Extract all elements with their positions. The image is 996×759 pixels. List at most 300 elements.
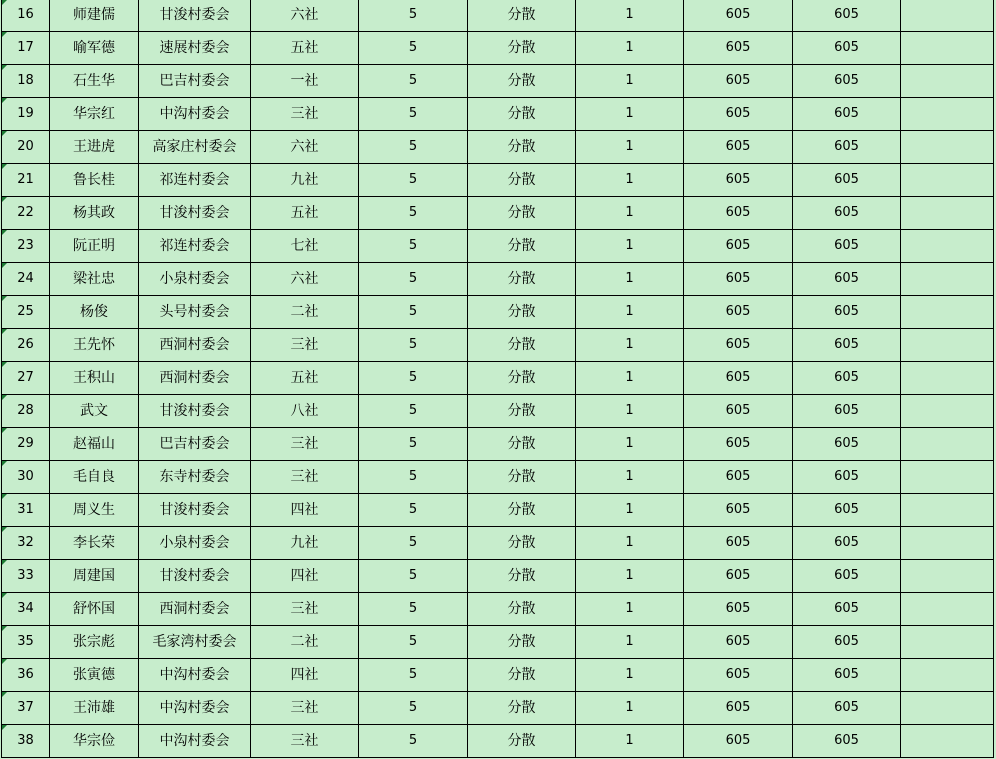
serial-number-text: 22 <box>17 204 34 220</box>
cell-column-5[interactable]: 5 <box>359 97 468 130</box>
serial-number-text: 20 <box>17 138 34 154</box>
cell-name[interactable]: 舒怀国 <box>50 592 139 625</box>
cell-column-7[interactable]: 1 <box>576 64 684 97</box>
serial-number-text: 25 <box>17 303 34 319</box>
cell-empty[interactable] <box>901 31 994 64</box>
error-indicator-icon <box>2 230 7 235</box>
error-indicator-icon <box>2 197 7 202</box>
cell-empty[interactable] <box>901 97 994 130</box>
cell-column-8[interactable]: 605 <box>684 460 793 493</box>
cell-column-7[interactable]: 1 <box>576 0 684 31</box>
data-table <box>1 0 994 758</box>
cell-empty[interactable] <box>901 64 994 97</box>
cell-column-9[interactable]: 605 <box>793 460 901 493</box>
cell-column-5[interactable]: 5 <box>359 31 468 64</box>
cell-empty[interactable] <box>901 460 994 493</box>
cell-column-7[interactable]: 1 <box>576 658 684 691</box>
cell-column-9[interactable]: 605 <box>793 97 901 130</box>
cell-column-8[interactable]: 605 <box>684 691 793 724</box>
table-row <box>2 493 994 526</box>
cell-column-9[interactable]: 605 <box>793 295 901 328</box>
cell-column-9[interactable]: 605 <box>793 262 901 295</box>
cell-group[interactable]: 三社 <box>251 97 359 130</box>
cell-type[interactable]: 分散 <box>468 592 576 625</box>
error-indicator-icon <box>2 362 7 367</box>
cell-column-7[interactable]: 1 <box>576 229 684 262</box>
cell-type[interactable]: 分散 <box>468 559 576 592</box>
cell-column-7[interactable]: 1 <box>576 625 684 658</box>
serial-number-text: 38 <box>17 732 34 748</box>
serial-number-text: 23 <box>17 237 34 253</box>
serial-number-text: 26 <box>17 336 34 352</box>
cell-name[interactable]: 王沛雄 <box>50 691 139 724</box>
error-indicator-icon <box>2 527 7 532</box>
cell-village[interactable]: 巴吉村委会 <box>139 64 251 97</box>
cell-empty[interactable] <box>901 394 994 427</box>
error-indicator-icon <box>2 164 7 169</box>
cell-village[interactable]: 头号村委会 <box>139 295 251 328</box>
cell-village[interactable]: 甘浚村委会 <box>139 196 251 229</box>
cell-type[interactable]: 分散 <box>468 427 576 460</box>
cell-name[interactable]: 周建国 <box>50 559 139 592</box>
table-row <box>2 328 994 361</box>
cell-serial-number[interactable] <box>2 724 50 757</box>
table-row <box>2 691 994 724</box>
cell-group[interactable]: 三社 <box>251 427 359 460</box>
table-row <box>2 559 994 592</box>
cell-type[interactable]: 分散 <box>468 361 576 394</box>
cell-column-9[interactable]: 605 <box>793 328 901 361</box>
error-indicator-icon <box>2 626 7 631</box>
cell-column-7[interactable]: 1 <box>576 196 684 229</box>
cell-column-7[interactable]: 1 <box>576 559 684 592</box>
cell-column-8[interactable]: 605 <box>684 724 793 757</box>
error-indicator-icon <box>2 263 7 268</box>
cell-column-8[interactable]: 605 <box>684 163 793 196</box>
spreadsheet-grid <box>1 0 993 758</box>
cell-column-5[interactable]: 5 <box>359 691 468 724</box>
cell-village[interactable]: 小泉村委会 <box>139 262 251 295</box>
cell-column-7[interactable]: 1 <box>576 394 684 427</box>
cell-column-8[interactable]: 605 <box>684 262 793 295</box>
cell-column-9[interactable]: 605 <box>793 559 901 592</box>
error-indicator-icon <box>2 98 7 103</box>
table-row <box>2 526 994 559</box>
cell-village[interactable]: 中沟村委会 <box>139 658 251 691</box>
cell-group[interactable]: 三社 <box>251 691 359 724</box>
error-indicator-icon <box>2 692 7 697</box>
cell-group[interactable]: 二社 <box>251 295 359 328</box>
serial-number-text: 27 <box>17 369 34 385</box>
cell-serial-number[interactable] <box>2 559 50 592</box>
error-indicator-icon <box>2 395 7 400</box>
cell-column-9[interactable]: 605 <box>793 592 901 625</box>
cell-empty[interactable] <box>901 0 994 31</box>
cell-serial-number[interactable] <box>2 592 50 625</box>
cell-type[interactable]: 分散 <box>468 97 576 130</box>
serial-number-text: 34 <box>17 600 34 616</box>
cell-name[interactable]: 王积山 <box>50 361 139 394</box>
cell-group[interactable]: 五社 <box>251 361 359 394</box>
serial-number-text: 36 <box>17 666 34 682</box>
cell-serial-number[interactable] <box>2 493 50 526</box>
cell-column-5[interactable]: 5 <box>359 130 468 163</box>
cell-village[interactable]: 甘浚村委会 <box>139 493 251 526</box>
table-row <box>2 658 994 691</box>
cell-village[interactable]: 高家庄村委会 <box>139 130 251 163</box>
cell-column-8[interactable]: 605 <box>684 130 793 163</box>
cell-group[interactable]: 七社 <box>251 229 359 262</box>
cell-column-8[interactable]: 605 <box>684 559 793 592</box>
cell-empty[interactable] <box>901 427 994 460</box>
cell-empty[interactable] <box>901 163 994 196</box>
table-row <box>2 64 994 97</box>
cell-serial-number[interactable] <box>2 31 50 64</box>
cell-name[interactable]: 杨俊 <box>50 295 139 328</box>
table-row <box>2 229 994 262</box>
error-indicator-icon <box>2 560 7 565</box>
cell-village[interactable]: 祁连村委会 <box>139 163 251 196</box>
cell-column-9[interactable]: 605 <box>793 526 901 559</box>
cell-type[interactable]: 分散 <box>468 493 576 526</box>
cell-column-5[interactable]: 5 <box>359 592 468 625</box>
error-indicator-icon <box>2 494 7 499</box>
cell-name[interactable]: 喻军德 <box>50 31 139 64</box>
error-indicator-icon <box>2 461 7 466</box>
table-body <box>2 0 994 757</box>
cell-column-7[interactable]: 1 <box>576 493 684 526</box>
table-row <box>2 427 994 460</box>
cell-type[interactable]: 分散 <box>468 328 576 361</box>
error-indicator-icon <box>2 329 7 334</box>
cell-type[interactable]: 分散 <box>468 229 576 262</box>
cell-serial-number[interactable] <box>2 229 50 262</box>
cell-type[interactable]: 分散 <box>468 526 576 559</box>
cell-group[interactable]: 一社 <box>251 64 359 97</box>
cell-village[interactable]: 西洞村委会 <box>139 361 251 394</box>
cell-name[interactable]: 华宗俭 <box>50 724 139 757</box>
table-row <box>2 163 994 196</box>
cell-group[interactable]: 五社 <box>251 196 359 229</box>
cell-column-8[interactable]: 605 <box>684 328 793 361</box>
cell-group[interactable]: 六社 <box>251 262 359 295</box>
cell-village[interactable]: 小泉村委会 <box>139 526 251 559</box>
error-indicator-icon <box>2 32 7 37</box>
cell-empty[interactable] <box>901 625 994 658</box>
cell-serial-number[interactable] <box>2 460 50 493</box>
cell-column-8[interactable]: 605 <box>684 526 793 559</box>
cell-type[interactable]: 分散 <box>468 0 576 31</box>
cell-serial-number[interactable] <box>2 691 50 724</box>
cell-column-8[interactable]: 605 <box>684 658 793 691</box>
cell-serial-number[interactable] <box>2 97 50 130</box>
cell-name[interactable]: 赵福山 <box>50 427 139 460</box>
cell-serial-number[interactable] <box>2 427 50 460</box>
cell-group[interactable]: 三社 <box>251 328 359 361</box>
serial-number-text: 33 <box>17 567 34 583</box>
cell-column-5[interactable]: 5 <box>359 658 468 691</box>
cell-type[interactable]: 分散 <box>468 658 576 691</box>
cell-column-9[interactable]: 605 <box>793 64 901 97</box>
cell-column-8[interactable]: 605 <box>684 31 793 64</box>
table-row <box>2 295 994 328</box>
serial-number-text: 31 <box>17 501 34 517</box>
cell-serial-number[interactable] <box>2 658 50 691</box>
cell-empty[interactable] <box>901 493 994 526</box>
cell-type[interactable]: 分散 <box>468 691 576 724</box>
cell-column-5[interactable]: 5 <box>359 0 468 31</box>
cell-village[interactable]: 祁连村委会 <box>139 229 251 262</box>
cell-column-5[interactable]: 5 <box>359 64 468 97</box>
cell-village[interactable]: 速展村委会 <box>139 31 251 64</box>
cell-column-9[interactable]: 605 <box>793 361 901 394</box>
error-indicator-icon <box>2 65 7 70</box>
cell-group[interactable]: 六社 <box>251 0 359 31</box>
cell-column-5[interactable]: 5 <box>359 328 468 361</box>
cell-name[interactable]: 华宗红 <box>50 97 139 130</box>
cell-column-5[interactable]: 5 <box>359 559 468 592</box>
cell-name[interactable]: 周义生 <box>50 493 139 526</box>
table-row <box>2 394 994 427</box>
cell-column-5[interactable]: 5 <box>359 460 468 493</box>
cell-column-7[interactable]: 1 <box>576 361 684 394</box>
cell-column-7[interactable]: 1 <box>576 163 684 196</box>
cell-empty[interactable] <box>901 724 994 757</box>
cell-empty[interactable] <box>901 262 994 295</box>
cell-column-5[interactable]: 5 <box>359 163 468 196</box>
cell-column-7[interactable]: 1 <box>576 97 684 130</box>
cell-column-5[interactable]: 5 <box>359 394 468 427</box>
table-row <box>2 592 994 625</box>
cell-empty[interactable] <box>901 691 994 724</box>
cell-column-5[interactable]: 5 <box>359 724 468 757</box>
cell-empty[interactable] <box>901 361 994 394</box>
cell-village[interactable]: 中沟村委会 <box>139 97 251 130</box>
cell-column-8[interactable]: 605 <box>684 97 793 130</box>
cell-village[interactable]: 巴吉村委会 <box>139 427 251 460</box>
serial-number-text: 16 <box>17 7 34 23</box>
cell-group[interactable]: 三社 <box>251 460 359 493</box>
cell-column-8[interactable]: 605 <box>684 295 793 328</box>
error-indicator-icon <box>2 428 7 433</box>
cell-village[interactable]: 中沟村委会 <box>139 724 251 757</box>
table-row <box>2 460 994 493</box>
cell-column-9[interactable]: 605 <box>793 130 901 163</box>
cell-name[interactable]: 张宗彪 <box>50 625 139 658</box>
cell-column-7[interactable]: 1 <box>576 427 684 460</box>
cell-column-5[interactable]: 5 <box>359 361 468 394</box>
cell-type[interactable]: 分散 <box>468 625 576 658</box>
cell-village[interactable]: 西洞村委会 <box>139 328 251 361</box>
cell-name[interactable]: 师建儒 <box>50 0 139 31</box>
cell-column-8[interactable]: 605 <box>684 361 793 394</box>
cell-column-7[interactable]: 1 <box>576 724 684 757</box>
cell-type[interactable]: 分散 <box>468 196 576 229</box>
cell-column-9[interactable]: 605 <box>793 229 901 262</box>
cell-type[interactable]: 分散 <box>468 31 576 64</box>
cell-column-5[interactable]: 5 <box>359 625 468 658</box>
cell-column-5[interactable]: 5 <box>359 262 468 295</box>
cell-serial-number[interactable] <box>2 295 50 328</box>
cell-column-9[interactable]: 605 <box>793 691 901 724</box>
cell-column-5[interactable]: 5 <box>359 526 468 559</box>
serial-number-text: 21 <box>17 171 34 187</box>
cell-group[interactable]: 四社 <box>251 493 359 526</box>
cell-column-7[interactable]: 1 <box>576 526 684 559</box>
cell-empty[interactable] <box>901 559 994 592</box>
cell-serial-number[interactable] <box>2 0 50 31</box>
cell-column-5[interactable]: 5 <box>359 427 468 460</box>
cell-serial-number[interactable] <box>2 625 50 658</box>
cell-empty[interactable] <box>901 130 994 163</box>
cell-column-9[interactable]: 605 <box>793 0 901 31</box>
cell-column-5[interactable]: 5 <box>359 196 468 229</box>
cell-serial-number[interactable] <box>2 196 50 229</box>
cell-column-8[interactable]: 605 <box>684 0 793 31</box>
cell-serial-number[interactable] <box>2 163 50 196</box>
cell-name[interactable]: 毛自良 <box>50 460 139 493</box>
cell-village[interactable]: 甘浚村委会 <box>139 0 251 31</box>
table-row <box>2 97 994 130</box>
cell-column-8[interactable]: 605 <box>684 229 793 262</box>
cell-column-7[interactable]: 1 <box>576 130 684 163</box>
cell-column-8[interactable]: 605 <box>684 64 793 97</box>
cell-empty[interactable] <box>901 196 994 229</box>
table-row <box>2 130 994 163</box>
cell-type[interactable]: 分散 <box>468 130 576 163</box>
cell-name[interactable]: 阮正明 <box>50 229 139 262</box>
cell-serial-number[interactable] <box>2 328 50 361</box>
cell-name[interactable]: 张寅德 <box>50 658 139 691</box>
cell-name[interactable]: 梁社忠 <box>50 262 139 295</box>
table-row <box>2 361 994 394</box>
cell-group[interactable]: 二社 <box>251 625 359 658</box>
cell-name[interactable]: 鲁长桂 <box>50 163 139 196</box>
serial-number-text: 32 <box>17 534 34 550</box>
serial-number-text: 37 <box>17 699 34 715</box>
cell-village[interactable]: 西洞村委会 <box>139 592 251 625</box>
cell-column-7[interactable]: 1 <box>576 592 684 625</box>
cell-column-8[interactable]: 605 <box>684 592 793 625</box>
table-row <box>2 196 994 229</box>
cell-column-9[interactable]: 605 <box>793 493 901 526</box>
table-row <box>2 724 994 757</box>
serial-number-text: 35 <box>17 633 34 649</box>
cell-name[interactable]: 王进虎 <box>50 130 139 163</box>
cell-column-7[interactable]: 1 <box>576 691 684 724</box>
cell-type[interactable]: 分散 <box>468 295 576 328</box>
cell-serial-number[interactable] <box>2 64 50 97</box>
serial-number-text: 24 <box>17 270 34 286</box>
error-indicator-icon <box>2 659 7 664</box>
cell-column-9[interactable]: 605 <box>793 625 901 658</box>
cell-type[interactable]: 分散 <box>468 64 576 97</box>
error-indicator-icon <box>2 131 7 136</box>
table-row <box>2 625 994 658</box>
cell-empty[interactable] <box>901 295 994 328</box>
serial-number-text: 19 <box>17 105 34 121</box>
cell-column-7[interactable]: 1 <box>576 460 684 493</box>
cell-group[interactable]: 八社 <box>251 394 359 427</box>
cell-column-8[interactable]: 605 <box>684 196 793 229</box>
table-row <box>2 0 994 31</box>
cell-village[interactable]: 东寺村委会 <box>139 460 251 493</box>
cell-column-8[interactable]: 605 <box>684 427 793 460</box>
cell-column-7[interactable]: 1 <box>576 31 684 64</box>
cell-name[interactable]: 李长荣 <box>50 526 139 559</box>
cell-group[interactable]: 六社 <box>251 130 359 163</box>
table-row <box>2 262 994 295</box>
cell-name[interactable]: 石生华 <box>50 64 139 97</box>
cell-column-7[interactable]: 1 <box>576 262 684 295</box>
cell-type[interactable]: 分散 <box>468 262 576 295</box>
cell-group[interactable]: 三社 <box>251 724 359 757</box>
error-indicator-icon <box>2 0 7 5</box>
error-indicator-icon <box>2 296 7 301</box>
cell-column-5[interactable]: 5 <box>359 295 468 328</box>
cell-village[interactable]: 甘浚村委会 <box>139 394 251 427</box>
cell-name[interactable]: 王先怀 <box>50 328 139 361</box>
cell-serial-number[interactable] <box>2 262 50 295</box>
table-row <box>2 31 994 64</box>
cell-empty[interactable] <box>901 658 994 691</box>
cell-column-5[interactable]: 5 <box>359 493 468 526</box>
cell-column-8[interactable]: 605 <box>684 625 793 658</box>
cell-column-9[interactable]: 605 <box>793 394 901 427</box>
cell-group[interactable]: 九社 <box>251 526 359 559</box>
cell-column-9[interactable]: 605 <box>793 163 901 196</box>
cell-group[interactable]: 四社 <box>251 658 359 691</box>
cell-village[interactable]: 毛家湾村委会 <box>139 625 251 658</box>
cell-serial-number[interactable] <box>2 526 50 559</box>
cell-group[interactable]: 九社 <box>251 163 359 196</box>
cell-serial-number[interactable] <box>2 394 50 427</box>
cell-empty[interactable] <box>901 328 994 361</box>
error-indicator-icon <box>2 725 7 730</box>
cell-column-9[interactable]: 605 <box>793 724 901 757</box>
cell-column-9[interactable]: 605 <box>793 196 901 229</box>
cell-village[interactable]: 甘浚村委会 <box>139 559 251 592</box>
cell-group[interactable]: 四社 <box>251 559 359 592</box>
cell-group[interactable]: 五社 <box>251 31 359 64</box>
cell-group[interactable]: 三社 <box>251 592 359 625</box>
cell-name[interactable]: 杨其政 <box>50 196 139 229</box>
cell-column-8[interactable]: 605 <box>684 493 793 526</box>
serial-number-text: 18 <box>17 72 34 88</box>
cell-column-9[interactable]: 605 <box>793 31 901 64</box>
cell-column-5[interactable]: 5 <box>359 229 468 262</box>
cell-column-8[interactable]: 605 <box>684 394 793 427</box>
cell-name[interactable]: 武文 <box>50 394 139 427</box>
cell-column-9[interactable]: 605 <box>793 427 901 460</box>
cell-type[interactable]: 分散 <box>468 394 576 427</box>
cell-type[interactable]: 分散 <box>468 460 576 493</box>
cell-empty[interactable] <box>901 229 994 262</box>
cell-column-7[interactable]: 1 <box>576 328 684 361</box>
cell-column-7[interactable]: 1 <box>576 295 684 328</box>
cell-village[interactable]: 中沟村委会 <box>139 691 251 724</box>
cell-serial-number[interactable] <box>2 361 50 394</box>
serial-number-text: 30 <box>17 468 34 484</box>
cell-type[interactable]: 分散 <box>468 724 576 757</box>
cell-type[interactable]: 分散 <box>468 163 576 196</box>
cell-empty[interactable] <box>901 526 994 559</box>
cell-serial-number[interactable] <box>2 130 50 163</box>
serial-number-text: 29 <box>17 435 34 451</box>
serial-number-text: 28 <box>17 402 34 418</box>
cell-column-9[interactable]: 605 <box>793 658 901 691</box>
cell-empty[interactable] <box>901 592 994 625</box>
